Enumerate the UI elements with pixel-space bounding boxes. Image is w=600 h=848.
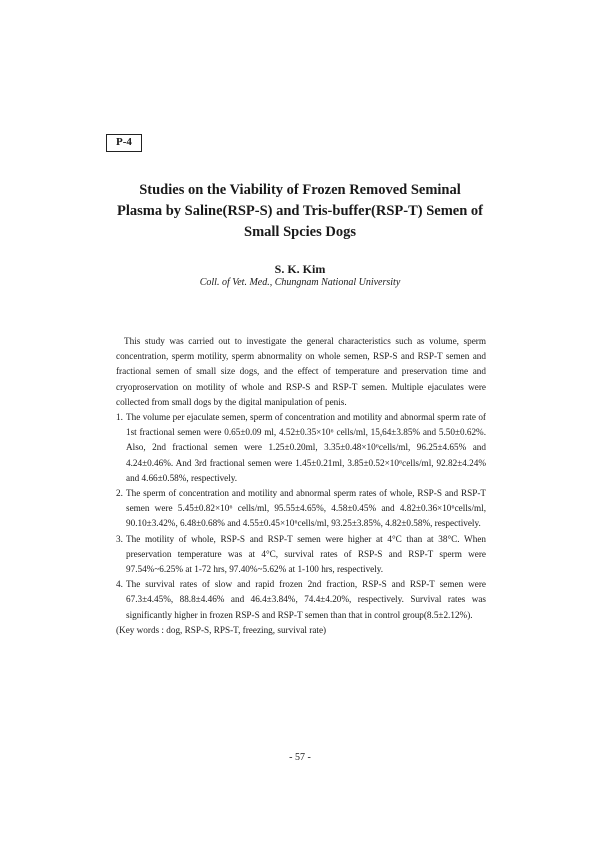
- finding-item: [116, 486, 486, 532]
- finding-text: The sperm of concentration and motility and abnormal sperm rates of whole, RSP-S and RSP-T semen were 5.45±0.82×10⁶ cells/ml, 95.55±4.65%, 4.58±0.45% and 4.82±0.36×10⁶cells/ml, 90.10±3.42%, 6.48±0.68% and 4.55±0.45×10⁶cells/ml, 93.25±3.85%, 4.82±0.58%, respectively.: [126, 488, 486, 529]
- finding-item: [116, 410, 486, 486]
- finding-text: The survival rates of slow and rapid frozen 2nd fraction, RSP-S and RSP-T semen were 67.3±4.45%, 88.8±4.46% and 46.4±3.84%, 74.4±4.20%, respectively. Survival rates was significantly higher in frozen RSP-S and RSP-T semen than that in control group(8.5±2.12%).: [126, 579, 486, 620]
- paper-tag: P-4: [106, 134, 142, 152]
- keywords: (Key words : dog, RSP-S, RPS-T, freezing, survival rate): [116, 624, 327, 635]
- title-line: Small Spcies Dogs: [244, 224, 356, 240]
- finding-number: 1.: [116, 412, 123, 423]
- author-affiliation: Coll. of Vet. Med., Chungnam National University: [199, 277, 401, 288]
- finding-number: 3.: [116, 533, 123, 544]
- finding-text: The volume per ejaculate semen, sperm of concentration and motility and abnormal sperm rate of 1st fractional semen were 0.65±0.09 ml, 4.52±0.35×10⁶ cells/ml, 15,64±3.85% and 5.50±0.62%. Also, 2nd fractional semen were 1.25±0.20ml, 3.35±0.48×10⁶cells/ml, 96.25±4.65% and 4.24±0.46%. And 3rd fractional semen were 1.45±0.21ml, 3.85±0.52×10⁶cells/ml, 92.82±4.24% and 4.66±0.58%, respectively.: [126, 412, 486, 483]
- page-number: - 57 -: [289, 752, 311, 763]
- abstract-intro: [116, 334, 486, 410]
- finding-item: [116, 532, 486, 578]
- author-name: S. K. Kim: [274, 262, 326, 276]
- findings-list: [116, 410, 486, 623]
- paper-title: [60, 180, 540, 243]
- finding-number: 4.: [116, 579, 123, 590]
- abstract-intro-text: This study was carried out to investigate the general characteristics such as volume, sperm concentration, sperm motility, sperm abnormality on whole semen, RSP-S and RSP-T semen and fractional semen of small size dogs, and the effect of temperature and preservation time and cryoproservation on motility of whole and RSP-S and RSP-T semen. Multiple ejaculates were collected from small dogs by the digital manipulation of penis.: [116, 336, 486, 407]
- title-line: Studies on the Viability of Frozen Removed Seminal: [139, 182, 461, 198]
- title-line: Plasma by Saline(RSP-S) and Tris-buffer(RSP-T) Semen of: [117, 203, 483, 219]
- finding-number: 2.: [116, 488, 123, 499]
- finding-item: [116, 577, 486, 623]
- finding-text: The motility of whole, RSP-S and RSP-T semen were higher at 4°C than at 38°C. When preservation temperature was at 4°C, survival rates of RSP-S and RSP-T sperm were 97.54%~6.25% at 1-72 hrs, 97.40%~5.62% at 1-100 hrs, respectively.: [126, 533, 486, 575]
- abstract-body: [116, 334, 486, 638]
